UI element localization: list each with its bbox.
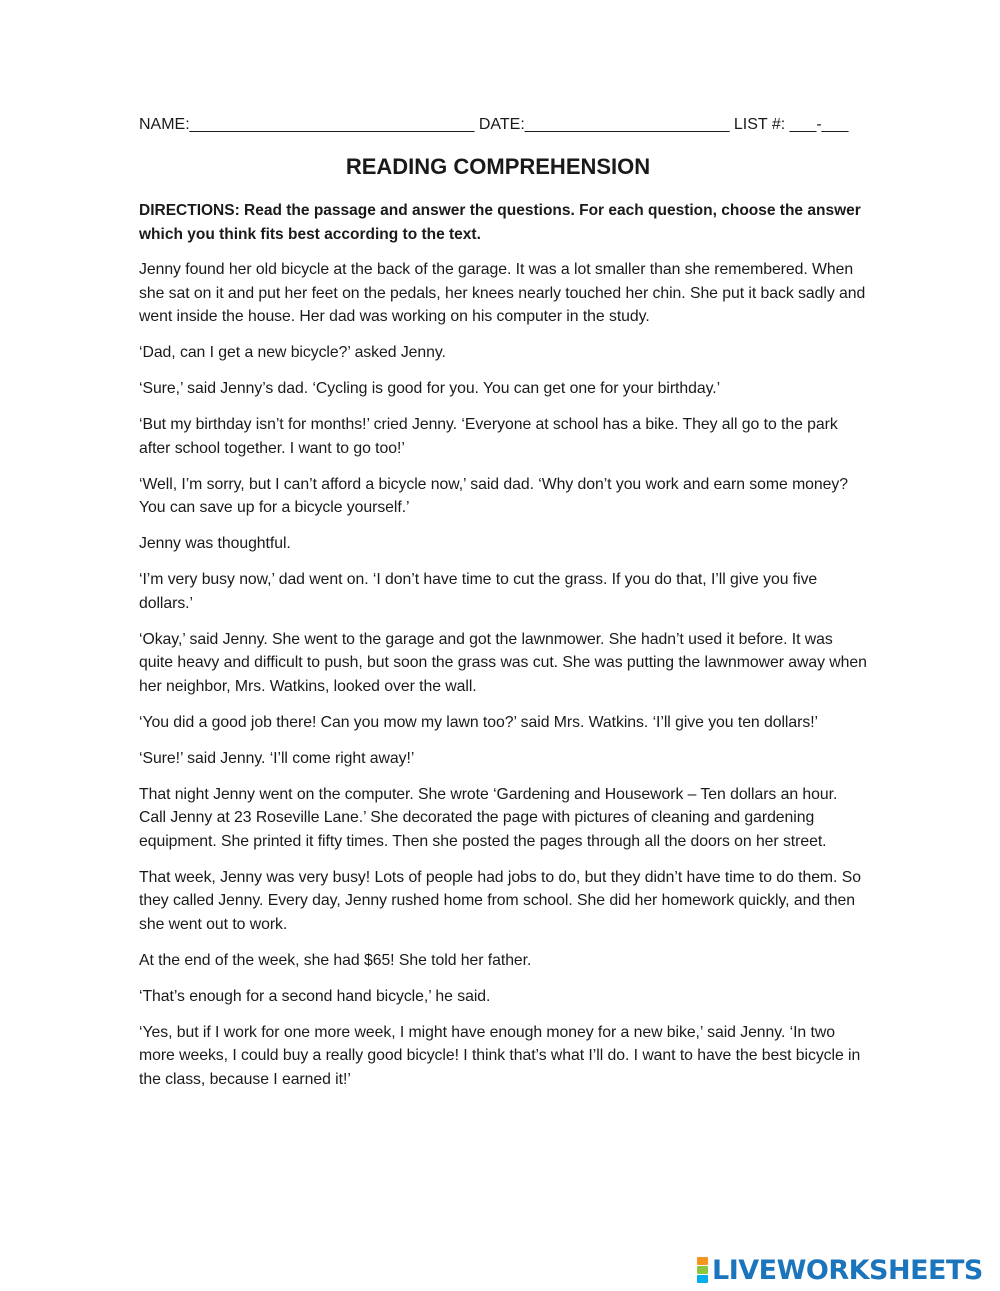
logo-block <box>697 1275 708 1283</box>
passage-paragraph: ‘Sure,’ said Jenny’s dad. ‘Cycling is good for you. You can get one for your birthday.’ <box>139 380 721 397</box>
passage-paragraph: ‘Sure!’ said Jenny. ‘I’ll come right away!’ <box>139 749 415 767</box>
passage-paragraph: That night Jenny went on the computer. She wrote ‘Gardening and Housework – Ten dollars an hour. Call Jenny at 23 Roseville Lane.’ She decorated the page with pictures of cleaning and gardening equipment. She printed it fifty times. Then she posted the pages through all the doors on her street. <box>139 785 838 850</box>
logo-block <box>697 1266 708 1274</box>
passage-paragraph: ‘But my birthday isn’t for months!’ cried Jenny. ‘Everyone at school has a bike. They all go to the park after school together. I want to go too!’ <box>139 416 838 457</box>
passage-paragraph: Jenny found her old bicycle at the back of the garage. It was a lot smaller than she remembered. When she sat on it and put her feet on the pedals, her knees nearly touched her chin. She put it back sadly and went inside the house. Her dad was working on his computer in the study. <box>139 261 866 325</box>
logo-text: LIVEWORKSHEETS <box>712 1254 983 1286</box>
passage-paragraph: At the end of the week, she had $65! She told her father. <box>139 951 532 969</box>
logo-blocks-icon <box>697 1257 708 1283</box>
header-fields-line: NAME:________________________________ DATE:_______________________ LIST #: ___-___ <box>139 116 849 133</box>
passage-paragraph: Jenny was thoughtful. <box>139 535 291 552</box>
passage-paragraph: ‘I’m very busy now,’ dad went on. ‘I don’t have time to cut the grass. If you do that, I’ll give you five dollars.’ <box>139 571 818 612</box>
directions: DIRECTIONS: Read the passage and answer the questions. For each question, choose the answer which you think fits best according to the text. <box>139 202 861 243</box>
logo-block <box>697 1257 708 1265</box>
liveworksheets-logo <box>697 1255 983 1285</box>
page-title: READING COMPREHENSION <box>345 154 651 179</box>
passage-paragraph: ‘Well, I’m sorry, but I can’t afford a bicycle now,’ said dad. ‘Why don’t you work and earn some money? You can save up for a bicycle yourself.’ <box>139 475 848 516</box>
passage-paragraph: ‘Dad, can I get a new bicycle?’ asked Jenny. <box>139 344 446 361</box>
reading-passage <box>139 258 867 1104</box>
passage-paragraph: ‘Okay,’ said Jenny. She went to the garage and got the lawnmower. She hadn’t used it before. It was quite heavy and difficult to push, but soon the grass was cut. She was putting the lawnmower away when her neighbor, Mrs. Watkins, looked over the wall. <box>139 630 867 695</box>
passage-paragraph: That week, Jenny was very busy! Lots of people had jobs to do, but they didn’t have time to do them. So they called Jenny. Every day, Jenny rushed home from school. She did her homework quickly, and then she went out to work. <box>139 868 861 933</box>
passage-paragraph: ‘Yes, but if I work for one more week, I might have enough money for a new bike,’ said Jenny. ‘In two more weeks, I could buy a really good bicycle! I think that’s what I’ll do. I want to have the best bicycle in the class, because I earned it!’ <box>139 1023 861 1088</box>
passage-paragraph: ‘You did a good job there! Can you mow my lawn too?’ said Mrs. Watkins. ‘I’ll give you ten dollars!’ <box>139 713 818 731</box>
passage-paragraph: ‘That’s enough for a second hand bicycle,’ he said. <box>139 987 491 1005</box>
